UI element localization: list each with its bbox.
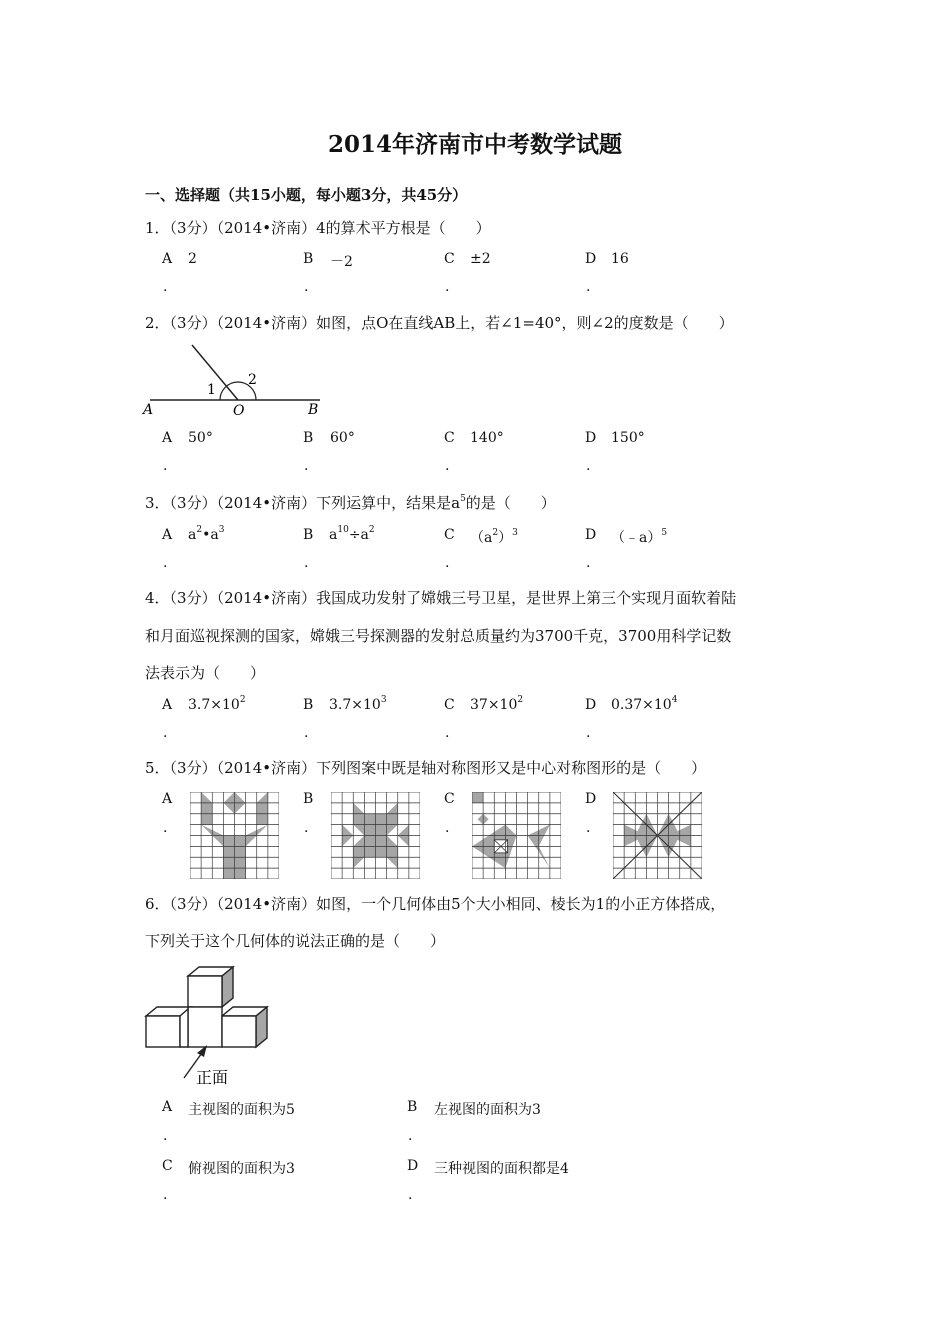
option-letter: D bbox=[585, 251, 597, 267]
option-dot: . bbox=[304, 555, 309, 571]
option-letter: C bbox=[444, 527, 455, 543]
option-letter: A bbox=[162, 527, 173, 543]
option-letter: B bbox=[303, 251, 314, 267]
section-heading: 一、选择题（共15小题，每小题3分，共45分） bbox=[145, 186, 468, 204]
question-1-text: 1．（3分）（2014•济南）4的算术平方根是（ ） bbox=[145, 219, 491, 237]
option-letter: C bbox=[162, 1158, 173, 1174]
option-letter: A bbox=[162, 251, 173, 267]
option-dot: . bbox=[304, 458, 309, 474]
pattern-c bbox=[472, 792, 561, 879]
option-dot: . bbox=[586, 820, 591, 836]
option-dot: . bbox=[445, 458, 450, 474]
angle-figure bbox=[140, 340, 330, 420]
option-dot: . bbox=[445, 555, 450, 571]
pattern-d bbox=[613, 792, 702, 879]
label-angle-2: 2 bbox=[248, 372, 257, 388]
option-text: ±2 bbox=[470, 251, 491, 267]
option-letter: B bbox=[303, 697, 314, 713]
option-dot: . bbox=[163, 820, 168, 836]
option-dot: . bbox=[163, 1128, 168, 1144]
front-label: 正面 bbox=[196, 1068, 229, 1087]
option-dot: . bbox=[586, 458, 591, 474]
option-letter: C bbox=[444, 430, 455, 446]
option-dot: . bbox=[163, 279, 168, 295]
option-dot: . bbox=[163, 1187, 168, 1203]
option-dot: . bbox=[586, 279, 591, 295]
option-letter: D bbox=[585, 697, 597, 713]
option-text: $a^{10}\div a^2$ bbox=[329, 525, 375, 543]
option-text: 2 bbox=[188, 251, 197, 267]
option-letter: A bbox=[162, 1099, 173, 1115]
option-text: $3.7\times 10^3$ bbox=[329, 695, 387, 713]
question-4-line-3: 法表示为（ ） bbox=[145, 664, 266, 682]
option-letter: A bbox=[162, 791, 173, 807]
option-letter: D bbox=[585, 527, 597, 543]
option-text: 三种视图的面积都是4 bbox=[434, 1161, 569, 1177]
label-a: A bbox=[143, 402, 154, 418]
option-text: 16 bbox=[611, 251, 629, 267]
option-text: －2 bbox=[330, 254, 353, 270]
option-dot: . bbox=[586, 555, 591, 571]
option-dot: . bbox=[445, 820, 450, 836]
option-dot: . bbox=[304, 820, 309, 836]
page-title: 2014年济南市中考数学试题 bbox=[327, 131, 622, 158]
option-text: $a^2•a^3$ bbox=[188, 525, 225, 543]
option-letter: D bbox=[585, 430, 597, 446]
option-letter: B bbox=[407, 1099, 418, 1115]
option-letter: C bbox=[444, 697, 455, 713]
option-text: 50° bbox=[188, 430, 213, 446]
option-letter: D bbox=[585, 791, 597, 807]
pattern-a bbox=[190, 792, 279, 879]
option-dot: . bbox=[163, 725, 168, 741]
option-letter: A bbox=[162, 697, 173, 713]
option-dot: . bbox=[163, 458, 168, 474]
option-dot: . bbox=[408, 1187, 413, 1203]
cube-figure bbox=[140, 960, 280, 1090]
question-4-line-1: 4．（3分）（2014•济南）我国成功发射了嫦娥三号卫星，是世界上第三个实现月面软着陆 bbox=[145, 589, 737, 607]
question-2-text: 2．（3分）（2014•济南）如图，点O在直线AB上，若∠1=40°，则∠2的度数是（ ） bbox=[145, 314, 734, 332]
option-dot: . bbox=[445, 279, 450, 295]
label-o: O bbox=[233, 403, 245, 419]
option-text: 140° bbox=[470, 430, 504, 446]
option-letter: D bbox=[407, 1158, 419, 1174]
option-letter: B bbox=[303, 527, 314, 543]
option-letter: B bbox=[303, 430, 314, 446]
option-text: $37\times 10^2$ bbox=[470, 695, 524, 713]
pattern-b bbox=[331, 792, 420, 879]
option-letter: C bbox=[444, 791, 455, 807]
option-letter: C bbox=[444, 251, 455, 267]
question-6-line-2: 下列关于这个几何体的说法正确的是（ ） bbox=[145, 932, 446, 950]
option-text: 60° bbox=[330, 430, 355, 446]
option-text: 主视图的面积为5 bbox=[188, 1102, 295, 1118]
question-5-text: 5．（3分）（2014•济南）下列图案中既是轴对称图形又是中心对称图形的是（ ） bbox=[145, 759, 707, 777]
label-b: B bbox=[308, 402, 319, 418]
option-text: $(a^2)^3$ bbox=[470, 528, 518, 546]
label-angle-1: 1 bbox=[207, 382, 216, 398]
option-dot: . bbox=[163, 555, 168, 571]
option-text: （﹣a）$^5$ bbox=[611, 528, 668, 546]
option-dot: . bbox=[304, 725, 309, 741]
question-6-line-1: 6．（3分）（2014•济南）如图，一个几何体由5个大小相同、棱长为1的小正方体搭成， bbox=[145, 895, 726, 913]
option-text: 左视图的面积为3 bbox=[434, 1102, 541, 1118]
option-text: 150° bbox=[611, 430, 645, 446]
option-letter: A bbox=[162, 430, 173, 446]
option-text: 俯视图的面积为3 bbox=[188, 1161, 295, 1177]
option-dot: . bbox=[445, 725, 450, 741]
option-dot: . bbox=[586, 725, 591, 741]
option-text: $3.7\times 10^2$ bbox=[188, 695, 246, 713]
option-dot: . bbox=[408, 1128, 413, 1144]
question-3-text: 3．（3分）（2014•济南）下列运算中，结果是$a^5$的是（ ） bbox=[145, 494, 556, 512]
question-4-line-2: 和月面巡视探测的国家，嫦娥三号探测器的发射总质量约为3700千克，3700用科学记数 bbox=[145, 627, 732, 645]
option-letter: B bbox=[303, 791, 314, 807]
option-dot: . bbox=[304, 279, 309, 295]
option-text: $0.37\times 10^4$ bbox=[611, 695, 678, 713]
